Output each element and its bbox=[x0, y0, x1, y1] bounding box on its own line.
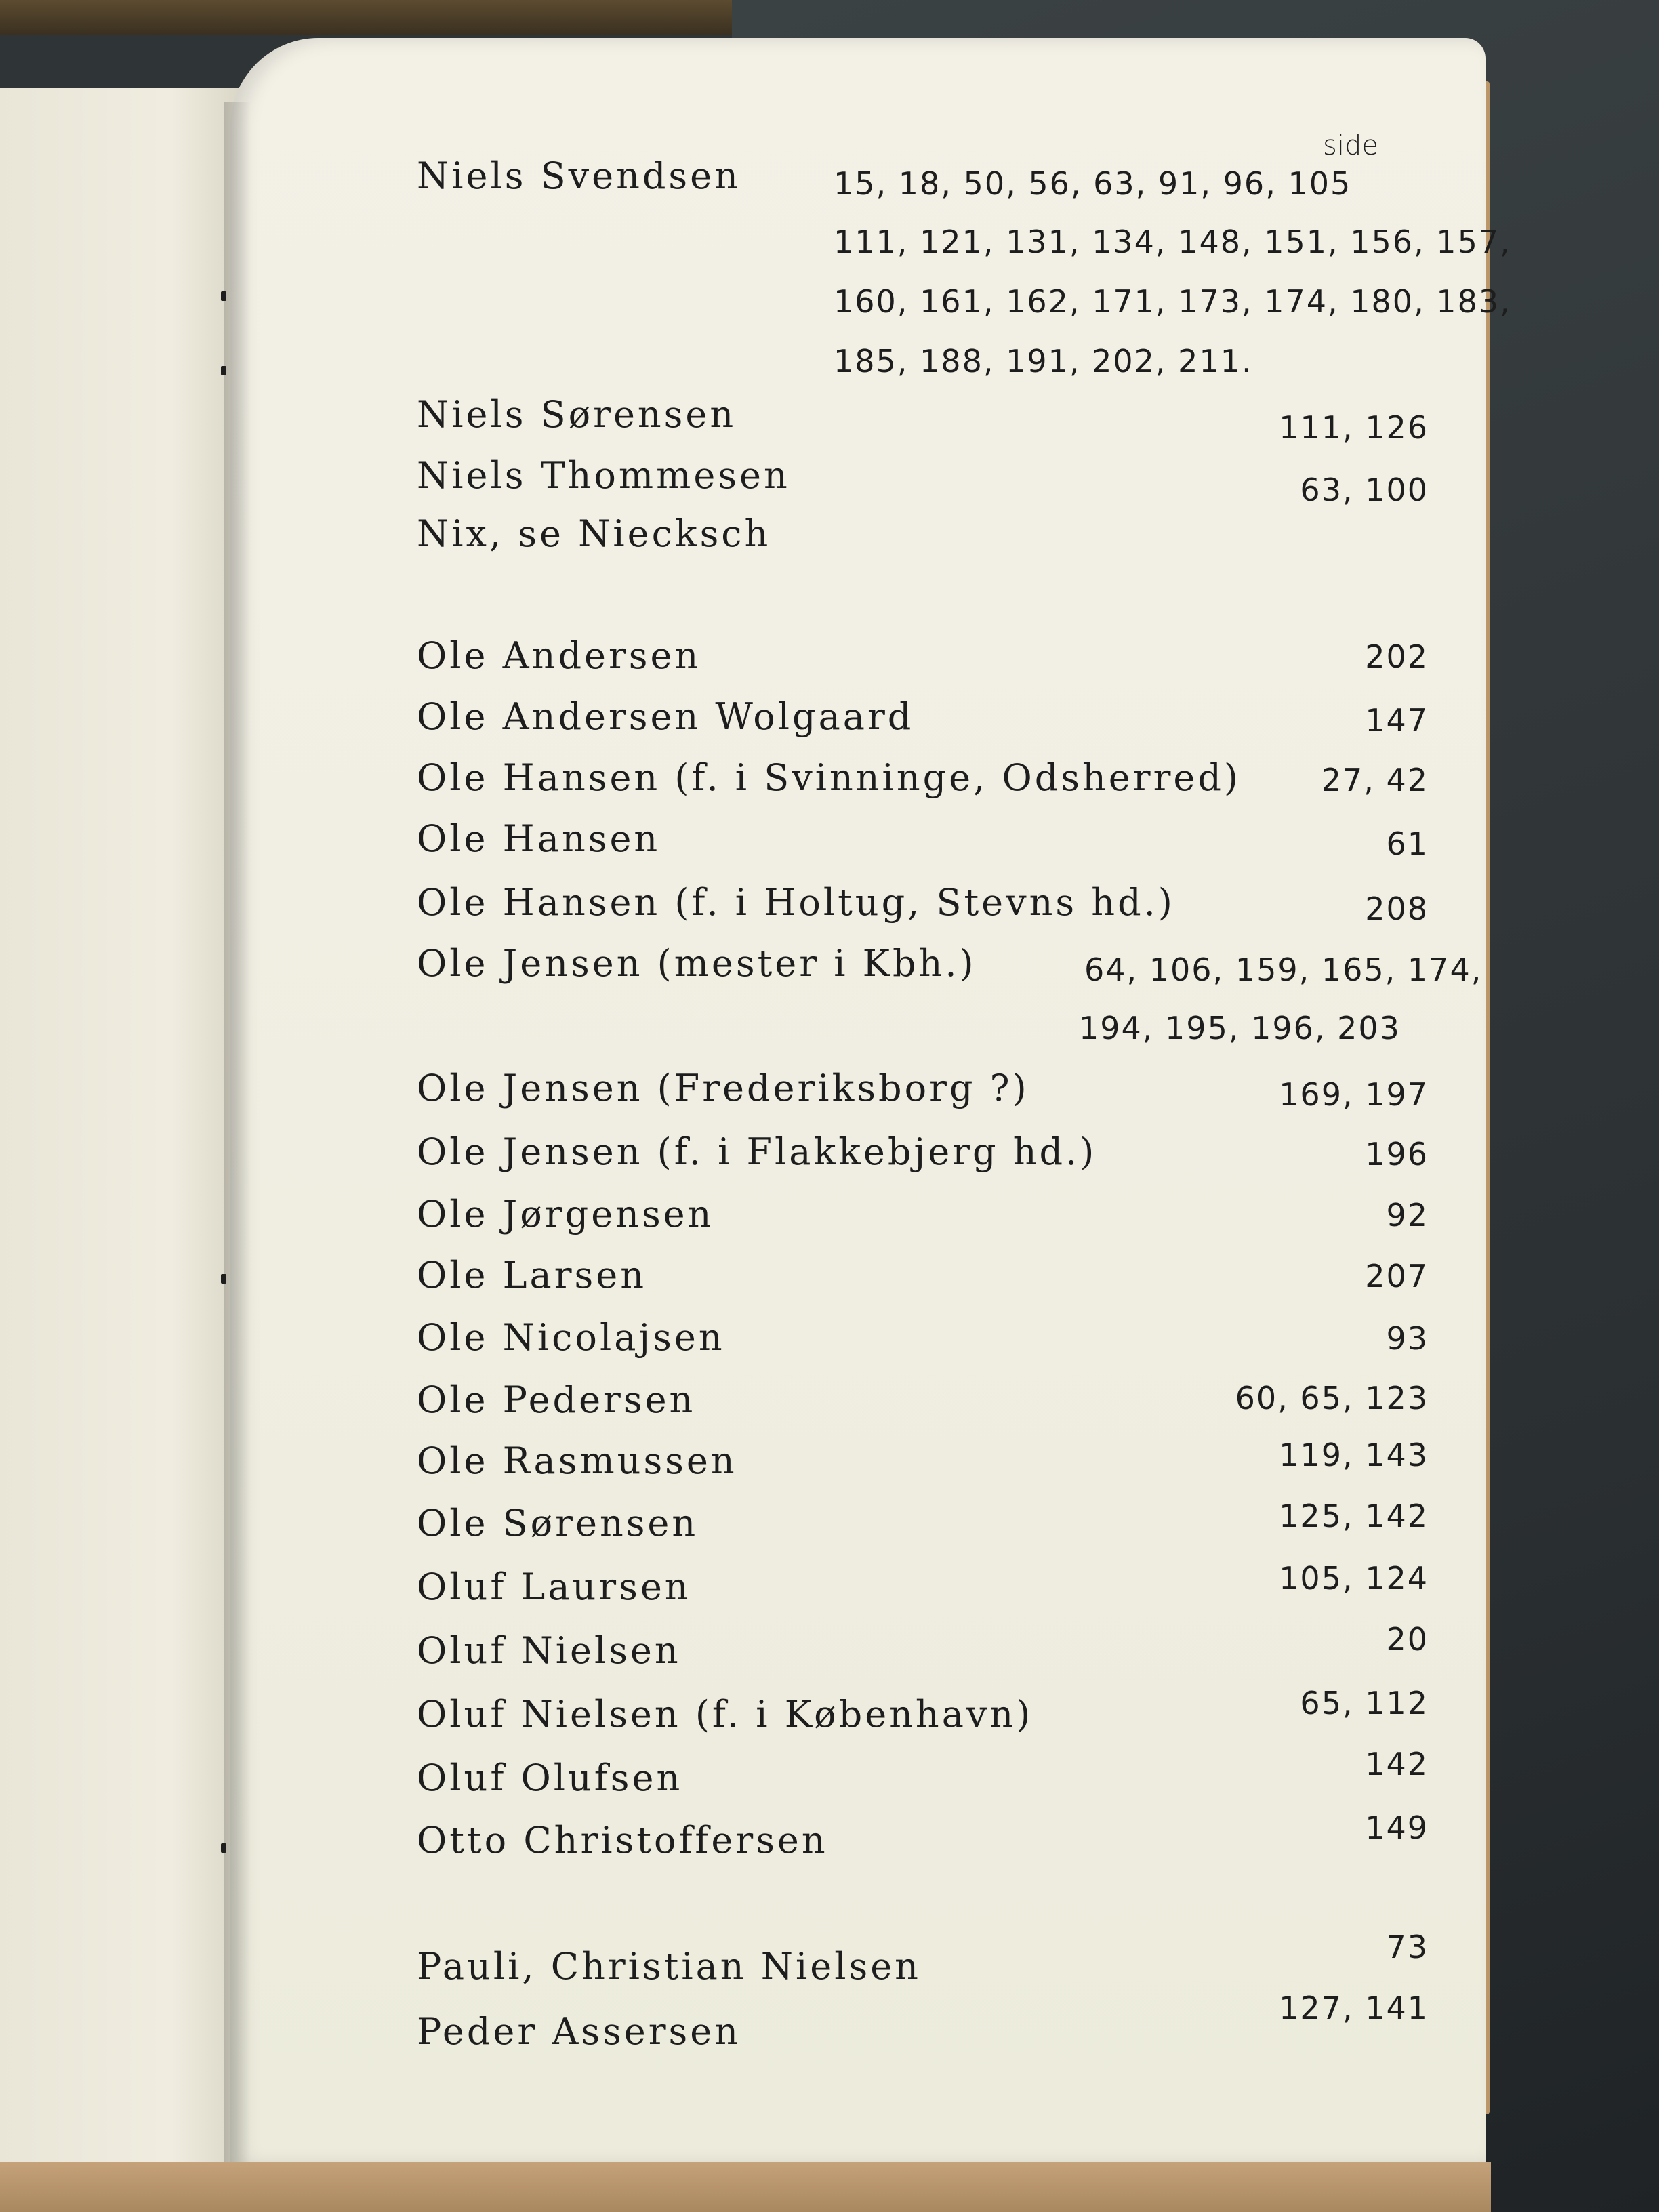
entry-pages: 92 bbox=[1386, 1197, 1429, 1233]
entry-pages-line: 160, 161, 162, 171, 173, 174, 180, 183, bbox=[834, 283, 1511, 320]
entry-pages: 93 bbox=[1386, 1320, 1429, 1357]
entry-name: Ole Larsen bbox=[417, 1254, 647, 1296]
entry-pages: 63, 100 bbox=[1300, 472, 1429, 508]
cardboard-bottom bbox=[0, 2162, 1491, 2212]
entry-name: Oluf Nielsen bbox=[417, 1629, 681, 1672]
entry-name: Ole Andersen Wolgaard bbox=[417, 695, 914, 738]
entry-pages: 105, 124 bbox=[1279, 1560, 1429, 1597]
entry-pages: 169, 197 bbox=[1279, 1076, 1429, 1113]
entry-name: Niels Sørensen bbox=[417, 393, 737, 436]
entry-pages-line: 111, 121, 131, 134, 148, 151, 156, 157, bbox=[834, 224, 1511, 260]
entry-name: Pauli, Christian Nielsen bbox=[417, 1945, 921, 1988]
entry-pages: 207 bbox=[1365, 1258, 1429, 1294]
entry-pages-line: 194, 195, 196, 203 bbox=[1079, 1010, 1401, 1046]
binder-edge bbox=[0, 0, 732, 35]
facing-page bbox=[0, 88, 244, 2175]
binding-stitch bbox=[221, 291, 226, 301]
entry-name: Peder Assersen bbox=[417, 2010, 741, 2053]
entry-name: Ole Hansen (f. i Svinninge, Odsherred) bbox=[417, 756, 1241, 799]
side-column-label: side bbox=[1323, 130, 1378, 161]
entry-pages: 202 bbox=[1365, 638, 1429, 675]
entry-pages: 119, 143 bbox=[1279, 1437, 1429, 1473]
entry-name: Ole Jørgensen bbox=[417, 1193, 714, 1235]
binding-stitch bbox=[221, 1843, 226, 1853]
entry-pages-line: 15, 18, 50, 56, 63, 91, 96, 105 bbox=[834, 165, 1352, 202]
entry-name: Niels Thommesen bbox=[417, 454, 790, 497]
entry-pages: 60, 65, 123 bbox=[1235, 1380, 1429, 1416]
entry-name: Ole Hansen bbox=[417, 817, 661, 860]
entry-pages: 73 bbox=[1386, 1929, 1429, 1965]
entry-pages: 127, 141 bbox=[1279, 1990, 1429, 2026]
entry-pages: 27, 42 bbox=[1321, 762, 1429, 798]
binding-stitch bbox=[221, 366, 226, 375]
entry-name: Otto Christoffersen bbox=[417, 1819, 828, 1862]
entry-name: Oluf Nielsen (f. i København) bbox=[417, 1693, 1033, 1736]
entry-name: Niels Svendsen bbox=[417, 155, 741, 197]
entry-name: Nix, se Niecksch bbox=[417, 512, 771, 555]
entry-pages-line: 185, 188, 191, 202, 211. bbox=[834, 343, 1253, 380]
entry-pages: 147 bbox=[1365, 702, 1429, 739]
entry-name: Ole Nicolajsen bbox=[417, 1316, 725, 1359]
entry-name: Ole Hansen (f. i Holtug, Stevns hd.) bbox=[417, 881, 1175, 924]
entry-name: Oluf Olufsen bbox=[417, 1757, 683, 1799]
entry-pages: 111, 126 bbox=[1279, 409, 1429, 446]
entry-pages: 142 bbox=[1365, 1746, 1429, 1782]
entry-pages-line: 64, 106, 159, 165, 174, bbox=[1084, 951, 1483, 988]
entry-pages: 61 bbox=[1386, 825, 1429, 862]
entry-pages: 65, 112 bbox=[1300, 1685, 1429, 1721]
entry-name: Ole Pedersen bbox=[417, 1378, 696, 1421]
entry-name: Ole Jensen (Frederiksborg ?) bbox=[417, 1067, 1029, 1109]
page-gutter-shadow bbox=[224, 102, 251, 2175]
entry-name: Oluf Laursen bbox=[417, 1565, 691, 1608]
entry-pages: 20 bbox=[1386, 1621, 1429, 1658]
entry-pages: 125, 142 bbox=[1279, 1498, 1429, 1534]
entry-name: Ole Rasmussen bbox=[417, 1439, 737, 1482]
entry-name: Ole Jensen (mester i Kbh.) bbox=[417, 942, 977, 985]
entry-pages: 196 bbox=[1365, 1136, 1429, 1172]
entry-name: Ole Jensen (f. i Flakkebjerg hd.) bbox=[417, 1130, 1097, 1173]
entry-name: Ole Andersen bbox=[417, 634, 701, 677]
binding-stitch bbox=[221, 1274, 226, 1284]
entry-name: Ole Sørensen bbox=[417, 1502, 699, 1544]
entry-pages: 149 bbox=[1365, 1809, 1429, 1846]
entry-pages: 208 bbox=[1365, 890, 1429, 927]
